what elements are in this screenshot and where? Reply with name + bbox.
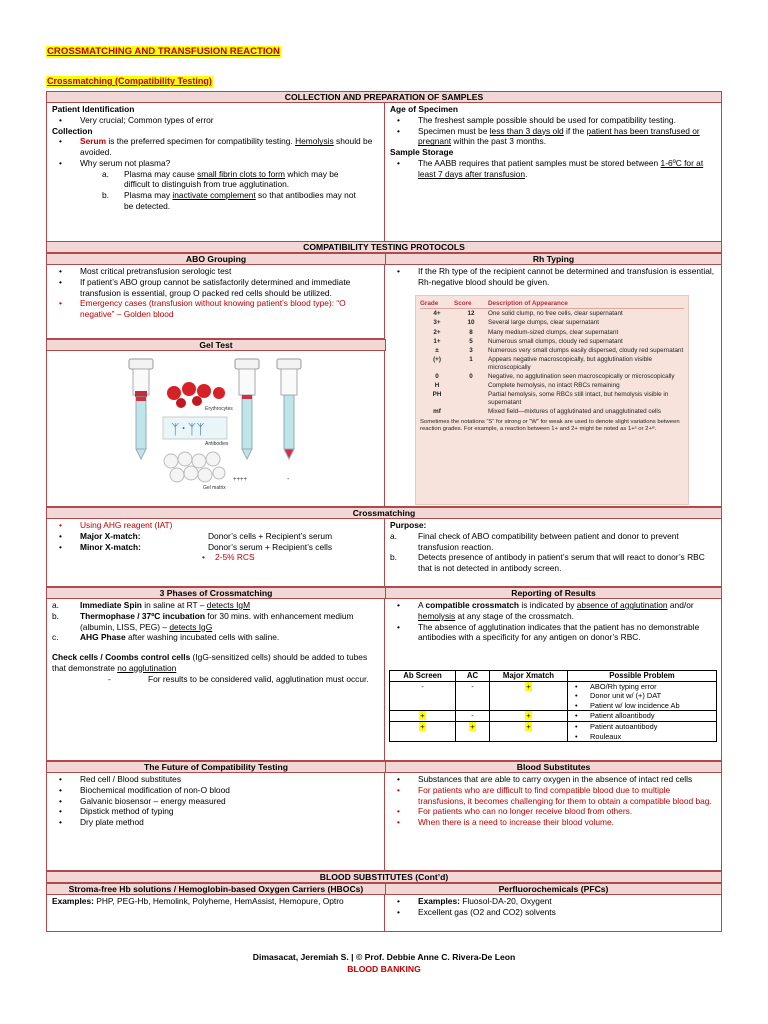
collection-left-cell <box>46 103 385 243</box>
gel-header: Gel Test <box>46 339 386 351</box>
phase-a: a. Immediate Spin in saline at RT – detects IgM <box>52 600 251 610</box>
rcs-item: • 2-5% RCS <box>202 552 255 563</box>
rh-header: Rh Typing <box>385 253 722 265</box>
collection-header: COLLECTION AND PREPARATION OF SAMPLES <box>46 91 722 103</box>
future-item: • Biochemical modification of non-O blood <box>52 785 379 796</box>
compat-protocols-header: COMPATIBILITY TESTING PROTOCOLS <box>46 241 722 253</box>
storage-item: • The AABB requires that patient samples must be stored between 1-6ºC for at least 7 days after transfusion. <box>390 158 716 180</box>
erythrocyte-circles <box>167 382 225 408</box>
hboc-examples: Examples: PHP, PEG-Hb, Hemolink, Polyheme, HemAssist, Hemopure, Optro <box>52 896 344 906</box>
grade-cell <box>454 408 488 415</box>
subst-item-3: • For patients who can no longer receive blood from others. <box>390 806 716 817</box>
grade-table-row <box>420 337 684 346</box>
gel-matrix-circles <box>164 452 225 482</box>
hboc-cell <box>46 895 385 932</box>
future-cell <box>46 773 385 871</box>
grade-cell: 2+ <box>433 328 441 336</box>
grade-cell: 4+ <box>433 310 441 318</box>
gel-test-image <box>119 355 319 495</box>
grade-cell: Mixed field—mixtures of agglutinated and unagglutinated cells <box>488 407 661 415</box>
gel-label-erythrocytes: Erythrocytes <box>205 406 233 412</box>
grade-cell: 1+ <box>433 337 441 345</box>
grade-cell: 3 <box>469 347 473 355</box>
crossmatch-results-table <box>389 670 717 742</box>
gel-tube-3-result: - <box>287 476 290 483</box>
grade-cell: 3+ <box>433 319 441 327</box>
grade-note: Sometimes the notations “S” for strong or “W” for weak are used to denote slight variations between reaction grades. For example, a reaction between 1+ and 2+ might be noted as 1+ˢ or 2+ʷ. <box>420 419 680 432</box>
col-ab-screen: Ab Screen <box>390 671 456 682</box>
crossmatching-header: Crossmatching <box>46 507 722 519</box>
grade-table-header <box>420 299 684 309</box>
grade-table-row <box>420 390 684 406</box>
footer-author: Dimasacat, Jeremiah S. | © Prof. Debbie Anne C. Rivera-De Leon <box>252 952 516 962</box>
phase-c: c. AHG Phase after washing incubated cells with saline. <box>52 632 280 643</box>
grade-cell: Several large clumps, clear supernatant <box>488 319 599 327</box>
grade-cell: 12 <box>467 310 475 318</box>
patient-id-label: Patient Identification <box>52 104 135 114</box>
crossmatch-right-cell <box>385 519 722 587</box>
subst-item-4: • When there is a need to increase their blood volume. <box>390 817 716 828</box>
grade-cell: Numerous very small clumps easily dispersed, cloudy red supernatant <box>488 347 684 355</box>
pfc-item-1: • Examples: Fluosol-DA-20, Oxygent <box>390 896 716 907</box>
grade-col-header: Grade <box>420 300 439 307</box>
grade-table-row <box>420 318 684 327</box>
svg-text:ᛉ᛫ᛉᛉ: ᛉ᛫ᛉᛉ <box>171 422 205 438</box>
grade-cell: 0 <box>469 372 473 380</box>
patient-id-item: • Very crucial; Common types of error <box>52 115 379 126</box>
purpose-b: b. Detects presence of antibody in patient’s serum that will react to donor’s RBC that is not detected in antibody screen. <box>390 552 705 573</box>
grade-table-row <box>420 407 684 416</box>
age-label: Age of Specimen <box>390 104 458 114</box>
abo-item-3: • Emergency cases (transfusion without knowing patient’s blood type): “O negative” – Golden blood <box>52 298 379 320</box>
grade-cell: H <box>434 382 440 390</box>
minor-xmatch-item: • Minor X-match: Donor’s serum + Recipient’s cells <box>52 542 379 553</box>
collection-serum-item: • Serum is the preferred specimen for compatibility testing. Hemolysis should be avoided. <box>52 136 379 158</box>
table-row: + + + • Patient autoantibody • Rouleaux <box>390 722 717 742</box>
grade-cell: 1 <box>469 356 473 364</box>
grade-cell <box>454 382 488 389</box>
col-possible-problem: Possible Problem <box>568 671 717 682</box>
storage-label: Sample Storage <box>390 147 454 157</box>
subst-item-2: • For patients who are difficult to find compatible blood due to multiple transfusions, it becomes challenging for them to obtain a compatible blood bag. <box>390 785 716 807</box>
report-item-1: • A compatible crossmatch is indicated by absence of agglutination and/or hemolysis at any stage of the crossmatch. <box>390 600 716 622</box>
gel-label-gel: Gel matrix <box>203 485 226 491</box>
purpose-label: Purpose: <box>390 520 427 530</box>
grade-cell: ± <box>435 347 439 355</box>
abo-header: ABO Grouping <box>46 253 386 265</box>
abo-cell <box>46 265 385 339</box>
pfc-item-2: • Excellent gas (O2 and CO2) solvents <box>390 907 716 918</box>
phases-cell <box>46 599 385 761</box>
gel-tube-2-result: ++++ <box>233 477 248 483</box>
grade-cell <box>454 391 488 405</box>
grade-cell: (+) <box>433 356 441 364</box>
grade-cell: 0 <box>435 372 439 380</box>
future-item: • Dry plate method <box>52 817 379 828</box>
grade-cell: 10 <box>467 319 475 327</box>
page <box>46 0 722 1024</box>
grade-cell: Numerous small clumps, cloudy red supernatant <box>488 337 623 345</box>
footer-subject: BLOOD BANKING <box>347 964 421 974</box>
grade-cell: One solid clump, no free cells, clear supernatant <box>488 310 623 318</box>
grade-cell: Negative, no agglutination seen macroscopically or microscopically <box>488 372 675 380</box>
grade-table-row <box>420 355 684 371</box>
future-item: • Red cell / Blood substitutes <box>52 774 379 785</box>
grade-cell: 5 <box>469 337 473 345</box>
collection-sub-b: b. Plasma may inactivate complement so that antibodies may not be detected. <box>102 190 356 211</box>
gel-cell <box>46 351 385 507</box>
grade-cell: mf <box>433 407 441 415</box>
substitutes-header: Blood Substitutes <box>385 761 722 773</box>
check-cells-text: Check cells / Coombs control cells (IgG-sensitized cells) should be added to tubes that demonstrate no agglutination <box>52 652 368 673</box>
grade-table-row <box>420 328 684 337</box>
age-item-2: • Specimen must be less than 3 days old if the patient has been transfused or pregnant within the past 3 months. <box>390 126 716 148</box>
major-xmatch-item: • Major X-match: Donor’s cells + Recipient’s serum <box>52 531 379 542</box>
abo-item-1: • Most critical pretransfusion serologic test <box>52 266 379 277</box>
doc-title: CROSSMATCHING AND TRANSFUSION REACTION <box>47 46 280 57</box>
gel-tube-2 <box>235 359 259 459</box>
grade-table-row <box>420 381 684 390</box>
abo-item-2: • If patient’s ABO group cannot be satisfactorily determined and immediate transfusion is essential, group O packed red cells should be utilized. <box>52 277 379 299</box>
subst-item-1: • Substances that are able to carry oxygen in the absence of intact red cells <box>390 774 716 785</box>
phases-header: 3 Phases of Crossmatching <box>46 587 386 599</box>
hboc-header: Stroma-free Hb solutions / Hemoglobin-based Oxygen Carriers (HBOCs) <box>46 883 386 895</box>
col-ac: AC <box>456 671 490 682</box>
collection-label: Collection <box>52 125 93 136</box>
grade-col-header: Score <box>454 300 472 307</box>
gel-tube-1 <box>129 359 153 459</box>
grade-cell: Many medium-sized clumps, clear supernatant <box>488 328 619 336</box>
future-item: • Dipstick method of typing <box>52 806 379 817</box>
grade-col-header: Description of Appearance <box>488 300 568 307</box>
grade-table <box>420 299 684 416</box>
pfc-header: Perfluorochemicals (PFCs) <box>385 883 722 895</box>
gel-label-antibodies: Antibodies <box>205 441 229 447</box>
reporting-cell <box>385 599 722 761</box>
future-header: The Future of Compatibility Testing <box>46 761 386 773</box>
col-major-xmatch: Major Xmatch <box>490 671 568 682</box>
table-row: + - + • Patient alloantibody <box>390 711 717 722</box>
grade-cell: Appears negative macroscopically, but agglutination visible microscopically <box>488 356 653 371</box>
gel-tube-3 <box>277 359 301 459</box>
check-valid-text: - For results to be considered valid, agglutination must occur. <box>108 673 369 684</box>
grade-cell: Complete hemolysis, no intact RBCs remaining <box>488 382 620 390</box>
report-item-2: • The absence of agglutination indicates that the patient has no demonstrable antibodies with a specificity for any antigen on donor’s RBC. <box>390 622 716 644</box>
grade-table-row <box>420 309 684 318</box>
crossmatch-left-cell <box>46 519 385 587</box>
substitutes-cell <box>385 773 722 871</box>
collection-right-cell <box>385 103 722 243</box>
collection-why-item: • Why serum not plasma? <box>52 158 379 169</box>
purpose-a: a. Final check of ABO compatibility between patient and donor to prevent transfusion reaction. <box>390 530 679 552</box>
future-item: • Galvanic biosensor – energy measured <box>52 796 379 807</box>
blood-substitutes-cont-header: BLOOD SUBSTITUTES (Cont’d) <box>46 871 722 883</box>
grade-cell: PH <box>432 391 442 399</box>
reporting-header: Reporting of Results <box>385 587 722 599</box>
grade-table-image <box>415 295 689 505</box>
section-title: Crossmatching (Compatibility Testing) <box>47 76 212 86</box>
grade-table-row <box>420 372 684 381</box>
age-item-1: • The freshest sample possible should be used for compatibility testing. <box>390 115 716 126</box>
collection-sub-a: a. Plasma may cause small fibrin clots to form which may be difficult to distinguish from true agglutination. <box>102 168 339 190</box>
pfc-cell <box>385 895 722 932</box>
grade-cell: 8 <box>469 328 473 336</box>
table-row: - - + • ABO/Rh typing error • Donor unit w/ (+) DAT • Patient w/ low incidence Ab <box>390 682 717 711</box>
grade-table-row <box>420 346 684 355</box>
phase-b: b. Thermophase / 37ºC incubation for 30 mins. with enhancement medium (albumin, LISS, PEG) – detects IgG <box>52 610 354 632</box>
rh-item-1: • If the Rh type of the recipient cannot be determined and transfusion is essential, Rh-negative blood should be given. <box>390 266 716 288</box>
grade-cell: Partial hemolysis, some RBCs still intact, but hemolysis visible in supernatant <box>488 391 669 406</box>
ahg-item: • Using AHG reagent (IAT) <box>52 520 379 531</box>
rh-cell <box>385 265 722 507</box>
